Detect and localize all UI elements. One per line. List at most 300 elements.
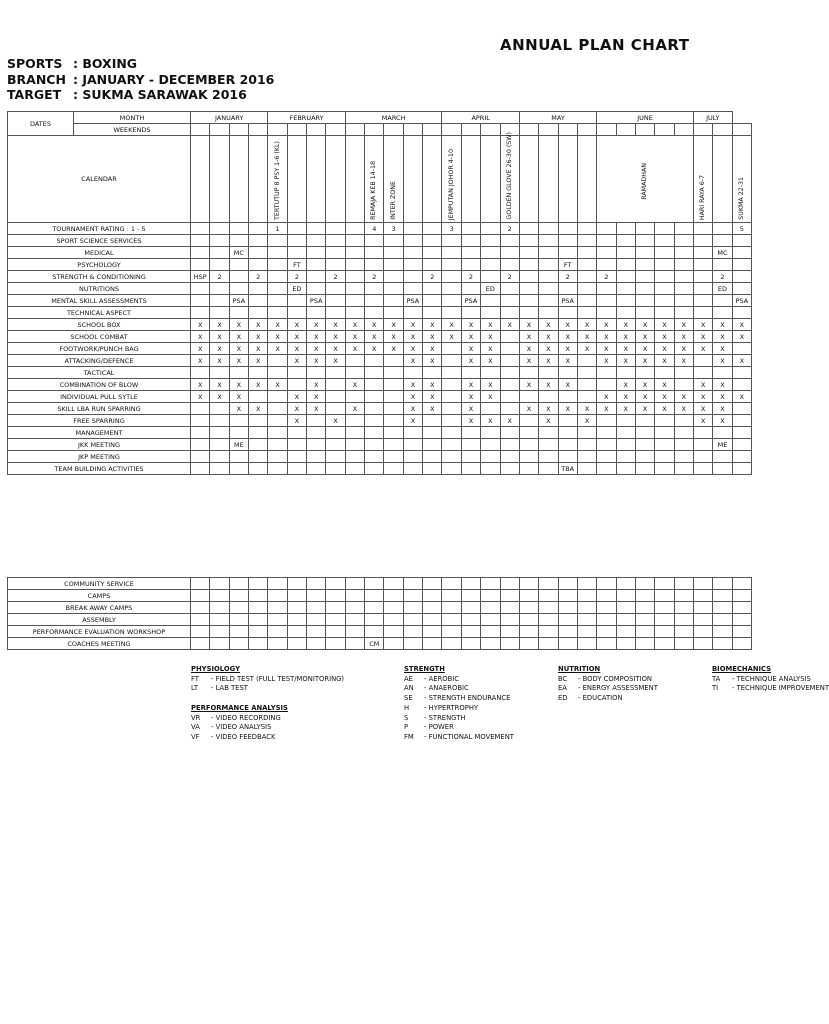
week-cell: X	[597, 343, 616, 355]
week-cell	[500, 638, 519, 650]
week-cell	[461, 283, 480, 295]
week-cell	[635, 451, 654, 463]
week-cell	[442, 463, 461, 475]
week-cell	[732, 463, 751, 475]
week-cell	[539, 391, 558, 403]
week-cell	[403, 367, 422, 379]
week-cell	[732, 602, 751, 614]
week-cell	[423, 590, 442, 602]
legend-abbr: VA	[191, 723, 200, 732]
week-cell: X	[558, 355, 577, 367]
week-cell: X	[713, 331, 732, 343]
week-cell	[345, 391, 364, 403]
week-cell	[539, 235, 558, 247]
week-cell	[616, 247, 635, 259]
legend-gap	[191, 694, 344, 704]
legend-abbr: P	[404, 723, 409, 732]
week-cell	[249, 602, 268, 614]
week-cell	[210, 295, 229, 307]
week-cell	[481, 235, 500, 247]
week-cell: 2	[249, 271, 268, 283]
calendar-event-cell	[693, 136, 712, 223]
week-cell	[287, 451, 306, 463]
page-title: ANNUAL PLAN CHART	[500, 36, 690, 54]
calendar-event-text: SUKMA 22-31	[737, 177, 745, 220]
row-label: ATTACKING/DEFENCE	[8, 355, 191, 367]
week-cell	[597, 379, 616, 391]
week-cell	[442, 602, 461, 614]
week-cell	[287, 463, 306, 475]
header-target-label: TARGET	[7, 87, 62, 102]
week-cell: X	[210, 343, 229, 355]
week-cell	[345, 451, 364, 463]
week-cell	[442, 295, 461, 307]
week-cell	[519, 590, 538, 602]
week-cell	[307, 638, 326, 650]
week-cell: X	[539, 379, 558, 391]
week-cell	[597, 614, 616, 626]
row-label: PERFORMANCE EVALUATION WORKSHOP	[8, 626, 191, 638]
week-cell	[326, 403, 345, 415]
week-cell: X	[481, 379, 500, 391]
week-cell	[191, 247, 210, 259]
week-cell	[577, 439, 596, 451]
week-cell: X	[713, 415, 732, 427]
week-cell: X	[558, 403, 577, 415]
week-cell	[268, 295, 287, 307]
weekend-cell	[268, 124, 287, 136]
legend-desc: - STRENGTH	[424, 713, 466, 722]
week-cell: X	[655, 319, 674, 331]
week-cell: X	[481, 343, 500, 355]
week-cell	[268, 626, 287, 638]
week-cell	[713, 295, 732, 307]
week-cell	[558, 427, 577, 439]
week-cell	[635, 367, 654, 379]
week-cell	[577, 355, 596, 367]
table-row	[8, 247, 752, 259]
calendar-event-cell	[732, 136, 751, 223]
week-cell	[268, 463, 287, 475]
week-cell	[558, 247, 577, 259]
legend-column	[191, 665, 344, 743]
week-cell	[249, 307, 268, 319]
week-cell	[307, 614, 326, 626]
week-cell: 2	[287, 271, 306, 283]
week-cell	[577, 451, 596, 463]
row-label: MENTAL SKILL ASSESSMENTS	[8, 295, 191, 307]
week-cell	[268, 578, 287, 590]
month-name: FEBRUARY	[268, 112, 345, 124]
calendar-event-cell	[268, 136, 287, 223]
calendar-cell	[307, 136, 326, 223]
week-cell	[732, 343, 751, 355]
table-row	[8, 379, 752, 391]
weekend-cell	[693, 124, 712, 136]
week-cell: X	[442, 331, 461, 343]
row-label: COMBINATION OF BLOW	[8, 379, 191, 391]
week-cell	[365, 602, 384, 614]
calendar-row	[8, 136, 752, 223]
week-cell	[249, 638, 268, 650]
week-cell: X	[693, 331, 712, 343]
week-cell	[249, 590, 268, 602]
week-cell	[384, 355, 403, 367]
row-label: CAMPS	[8, 590, 191, 602]
row-label: TECHNICAL ASPECT	[8, 307, 191, 319]
week-cell	[616, 626, 635, 638]
legend-desc: - TECHNIQUE ANALYSIS	[732, 674, 811, 683]
week-cell	[229, 223, 248, 235]
week-cell	[461, 223, 480, 235]
week-cell: X	[597, 403, 616, 415]
week-cell: X	[326, 319, 345, 331]
week-cell: X	[384, 319, 403, 331]
legend-abbr: AE	[404, 674, 413, 683]
legend-item	[404, 704, 514, 714]
week-cell	[635, 271, 654, 283]
week-cell	[345, 415, 364, 427]
week-cell	[307, 578, 326, 590]
week-cell	[442, 403, 461, 415]
week-cell	[442, 391, 461, 403]
week-cell	[481, 439, 500, 451]
week-cell	[635, 439, 654, 451]
week-cell	[674, 223, 693, 235]
legend-desc: - AEROBIC	[424, 674, 460, 683]
weekends-label: WEEKENDS	[74, 124, 191, 136]
week-cell	[307, 602, 326, 614]
week-cell	[191, 259, 210, 271]
table-row	[8, 590, 752, 602]
weekend-cell	[249, 124, 268, 136]
week-cell	[732, 403, 751, 415]
week-cell	[519, 626, 538, 638]
week-cell	[326, 247, 345, 259]
table-row	[8, 331, 752, 343]
weekend-cell	[577, 124, 596, 136]
week-cell	[326, 451, 345, 463]
week-cell: X	[191, 355, 210, 367]
week-cell	[210, 223, 229, 235]
week-cell	[558, 602, 577, 614]
week-cell: PSA	[558, 295, 577, 307]
week-cell	[519, 259, 538, 271]
week-cell	[481, 271, 500, 283]
week-cell	[191, 415, 210, 427]
week-cell	[539, 259, 558, 271]
week-cell	[403, 602, 422, 614]
legend-desc: - VIDEO FEEDBACK	[211, 732, 276, 741]
week-cell	[732, 271, 751, 283]
week-cell	[268, 590, 287, 602]
calendar-event-text: TERTUTUP 8 PSY 1-6 (KL)	[273, 141, 281, 220]
week-cell	[345, 247, 364, 259]
week-cell	[577, 463, 596, 475]
week-cell	[229, 427, 248, 439]
week-cell	[229, 307, 248, 319]
week-cell: X	[384, 343, 403, 355]
weekend-cell	[365, 124, 384, 136]
week-cell	[287, 439, 306, 451]
week-cell	[249, 614, 268, 626]
row-label: NUTRITIONS	[8, 283, 191, 295]
legend-heading: NUTRITION	[558, 665, 601, 673]
week-cell	[345, 463, 364, 475]
month-row	[8, 112, 752, 124]
week-cell: FT	[287, 259, 306, 271]
week-cell	[577, 590, 596, 602]
week-cell	[268, 614, 287, 626]
week-cell	[191, 638, 210, 650]
week-cell	[519, 247, 538, 259]
week-cell: X	[249, 379, 268, 391]
week-cell	[481, 259, 500, 271]
row-label: TEAM BUILDING ACTIVITIES	[8, 463, 191, 475]
week-cell: X	[558, 331, 577, 343]
week-cell	[423, 367, 442, 379]
legend-heading: STRENGTH	[404, 665, 445, 673]
week-cell	[655, 626, 674, 638]
week-cell: 2	[461, 271, 480, 283]
week-cell	[287, 295, 306, 307]
week-cell: X	[461, 331, 480, 343]
legend-desc: - HYPERTROPHY	[424, 703, 479, 712]
week-cell	[674, 307, 693, 319]
week-cell: 3	[442, 223, 461, 235]
legend-item	[558, 694, 658, 704]
week-cell	[693, 223, 712, 235]
week-cell	[597, 295, 616, 307]
week-cell	[616, 235, 635, 247]
week-cell	[345, 602, 364, 614]
week-cell	[249, 427, 268, 439]
week-cell	[384, 271, 403, 283]
legend-abbr: ED	[558, 694, 568, 703]
table-row	[8, 307, 752, 319]
week-cell: PSA	[403, 295, 422, 307]
week-cell	[442, 271, 461, 283]
week-cell	[693, 367, 712, 379]
week-cell	[326, 283, 345, 295]
week-cell	[635, 626, 654, 638]
week-cell	[345, 259, 364, 271]
week-cell	[635, 590, 654, 602]
week-cell: X	[287, 391, 306, 403]
week-cell	[597, 638, 616, 650]
week-cell	[519, 223, 538, 235]
week-cell: 2	[597, 271, 616, 283]
week-cell	[539, 578, 558, 590]
week-cell	[481, 590, 500, 602]
weekend-cell	[423, 124, 442, 136]
week-cell: X	[461, 319, 480, 331]
week-cell	[249, 295, 268, 307]
week-cell	[539, 283, 558, 295]
week-cell	[655, 578, 674, 590]
week-cell	[597, 223, 616, 235]
legend-item	[404, 684, 514, 694]
legend-item	[404, 733, 514, 743]
legend-abbr: TA	[712, 674, 721, 683]
legend-item	[558, 684, 658, 694]
week-cell: ED	[713, 283, 732, 295]
week-cell	[442, 307, 461, 319]
row-label: ASSEMBLY	[8, 614, 191, 626]
week-cell	[268, 439, 287, 451]
week-cell: X	[461, 403, 480, 415]
week-cell	[249, 283, 268, 295]
header-branch	[7, 72, 274, 87]
week-cell	[423, 439, 442, 451]
table-row	[8, 578, 752, 590]
week-cell	[616, 614, 635, 626]
week-cell: X	[674, 403, 693, 415]
week-cell	[384, 307, 403, 319]
weekend-cell	[345, 124, 364, 136]
week-cell	[345, 271, 364, 283]
week-cell	[365, 439, 384, 451]
weekend-cell	[210, 124, 229, 136]
week-cell	[249, 235, 268, 247]
calendar-cell	[191, 136, 210, 223]
calendar-event-cell	[442, 136, 461, 223]
week-cell: X	[577, 319, 596, 331]
header-target	[7, 87, 247, 102]
week-cell: TBA	[558, 463, 577, 475]
week-cell: X	[384, 331, 403, 343]
week-cell: X	[713, 355, 732, 367]
week-cell: X	[732, 391, 751, 403]
week-cell	[345, 638, 364, 650]
week-cell: X	[655, 331, 674, 343]
week-cell: X	[500, 415, 519, 427]
week-cell	[539, 638, 558, 650]
week-cell	[713, 427, 732, 439]
week-cell	[423, 223, 442, 235]
week-cell	[210, 626, 229, 638]
week-cell	[693, 451, 712, 463]
legend-column	[712, 665, 829, 694]
week-cell	[635, 235, 654, 247]
week-cell: X	[191, 343, 210, 355]
week-cell	[713, 259, 732, 271]
week-cell	[461, 427, 480, 439]
week-cell	[307, 415, 326, 427]
legend-item	[404, 694, 514, 704]
week-cell	[191, 427, 210, 439]
legend-item	[712, 684, 829, 694]
weekend-cell	[558, 124, 577, 136]
calendar-event-text: GOLDEN GLOVE 26-30 (SW)	[505, 132, 513, 220]
week-cell	[616, 307, 635, 319]
week-cell	[732, 235, 751, 247]
legend-abbr: AN	[404, 684, 414, 693]
week-cell	[500, 379, 519, 391]
week-cell	[229, 602, 248, 614]
week-cell	[500, 307, 519, 319]
week-cell	[500, 355, 519, 367]
header-branch-label: BRANCH	[7, 72, 66, 87]
week-cell: X	[616, 343, 635, 355]
week-cell	[577, 391, 596, 403]
week-cell	[577, 614, 596, 626]
week-cell	[616, 283, 635, 295]
week-cell: X	[539, 403, 558, 415]
week-cell	[461, 602, 480, 614]
legend-heading: PHYSIOLOGY	[191, 665, 241, 673]
week-cell	[655, 247, 674, 259]
week-cell	[384, 403, 403, 415]
week-cell	[210, 403, 229, 415]
week-cell	[693, 626, 712, 638]
week-cell: 2	[210, 271, 229, 283]
weekend-cell	[442, 124, 461, 136]
table-row	[8, 626, 752, 638]
week-cell	[307, 247, 326, 259]
week-cell	[732, 367, 751, 379]
weekend-cell	[674, 124, 693, 136]
week-cell	[577, 602, 596, 614]
week-cell: 2	[326, 271, 345, 283]
week-cell	[268, 427, 287, 439]
calendar-cell	[326, 136, 345, 223]
week-cell	[732, 451, 751, 463]
week-cell: X	[481, 415, 500, 427]
week-cell	[519, 391, 538, 403]
week-cell	[210, 259, 229, 271]
week-cell	[249, 415, 268, 427]
week-cell	[635, 295, 654, 307]
legend-desc: - VIDEO ANALYSIS	[211, 723, 272, 732]
week-cell	[287, 247, 306, 259]
week-cell	[597, 307, 616, 319]
week-cell: X	[674, 355, 693, 367]
week-cell	[461, 259, 480, 271]
weekend-cell	[326, 124, 345, 136]
week-cell: X	[519, 403, 538, 415]
week-cell	[384, 391, 403, 403]
week-cell	[326, 235, 345, 247]
week-cell	[616, 638, 635, 650]
week-cell: X	[345, 331, 364, 343]
week-cell	[403, 578, 422, 590]
week-cell: X	[635, 379, 654, 391]
week-cell	[326, 223, 345, 235]
weekends-row	[8, 124, 752, 136]
week-cell: X	[423, 331, 442, 343]
week-cell	[307, 451, 326, 463]
week-cell	[597, 451, 616, 463]
week-cell	[558, 283, 577, 295]
week-cell	[500, 427, 519, 439]
week-cell	[616, 259, 635, 271]
week-cell: X	[210, 379, 229, 391]
calendar-cell	[713, 136, 732, 223]
week-cell	[461, 307, 480, 319]
week-cell	[365, 614, 384, 626]
week-cell	[539, 295, 558, 307]
week-cell: X	[307, 355, 326, 367]
week-cell	[732, 626, 751, 638]
week-cell	[500, 451, 519, 463]
weekend-cell	[403, 124, 422, 136]
week-cell: X	[249, 355, 268, 367]
week-cell	[481, 614, 500, 626]
week-cell	[481, 223, 500, 235]
week-cell: X	[713, 343, 732, 355]
legend-abbr: S	[404, 713, 409, 722]
